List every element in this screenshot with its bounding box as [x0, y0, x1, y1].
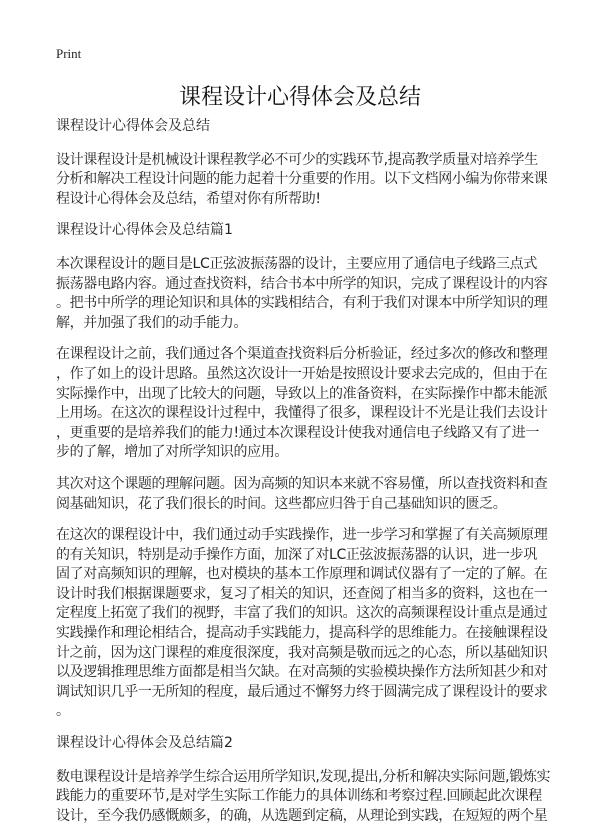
text-line: 振荡器电路内容。通过查找资料，结合书本中所学的知识，完成了课程设计的内容 [56, 275, 548, 292]
document-body [56, 117, 566, 838]
text-line: 阅基础知识，花了我们很长的时间。这些都应归咎于自己基础知识的匮乏。 [56, 495, 507, 512]
text-line: 在课程设计之前，我们通过各个渠道查找资料后分析验证，经过多次的修改和整理 [56, 346, 548, 363]
text-line: 解，并加强了我们的动手能力。 [56, 314, 248, 331]
text-line: 分析和解决工程设计问题的能力起着十分重要的作用。以下文档网小编为你带来课 [56, 171, 548, 188]
text-line: 实际操作中，出现了比较大的问题，导致以上的准备资料，在实际操作中都未能派 [56, 385, 548, 402]
text-line: 调试知识几乎一无所知的程度，最后通过不懈努力终于圆满完成了课程设计的要求 [56, 683, 548, 700]
text-line: 上用场。在这次的课程设计过程中，我懂得了很多，课程设计不光是让我们去设计 [56, 405, 548, 422]
document-subtitle: 课程设计心得体会及总结 [56, 118, 210, 134]
text-line: 固了对高频知识的理解，也对模块的基本工作原理和调试仪器有了一定的了解。在 [56, 566, 548, 583]
text-line: 。把书中所学的理论知识和具体的实践相结合，有利于我们对课本中所学知识的理 [56, 295, 548, 312]
section-heading-2: 课程设计心得体会及总结篇2 [56, 735, 233, 752]
paragraph [56, 475, 566, 514]
paragraph [56, 255, 566, 333]
text-line: 设计，至今我仍感慨颇多，的确，从选题到定稿，从理论到实践，在短短的两个星 [56, 807, 548, 824]
section-heading-1: 课程设计心得体会及总结篇1 [56, 222, 233, 239]
text-line: 定程度上拓宽了我们的视野，丰富了我们的知识。这次的高频课程设计重点是通过 [56, 605, 548, 622]
document-title: 课程设计心得体会及总结 [178, 85, 421, 110]
section-2-body [56, 768, 566, 827]
text-line: 程设计心得体会及总结，希望对你有所帮助! [56, 190, 321, 207]
text-line: 。 [56, 703, 70, 720]
text-line: 在这次的课程设计中，我们通过动手实践操作，进一步学习和掌握了有关高频原理 [56, 527, 548, 544]
paragraph [56, 345, 566, 463]
text-line: 实践操作和理论相结合，提高动手实践能力，提高科学的思维能力。在接触课程设 [56, 625, 548, 642]
text-line: 设计课程设计是机械设计课程教学必不可少的实践环节,提高教学质量对培养学生 [56, 151, 538, 168]
text-line: 本次课程设计的题目是LC正弦波振荡器的设计，主要应用了通信电子线路三点式 [56, 255, 537, 272]
intro-paragraph [56, 151, 566, 210]
text-line: 践能力的重要环节,是对学生实际工作能力的具体训练和考察过程.回顾起此次课程 [56, 788, 542, 805]
text-line: 以及逻辑推理思维方面都是相当欠缺。在对高频的实验模块操作方法所知甚少和对 [56, 664, 548, 681]
paragraph [56, 768, 566, 827]
text-line: 设计时我们根据课题要求，复习了相关的知识，还查阅了相当多的资料，这也在一 [56, 585, 548, 602]
section-1-body [56, 255, 566, 722]
text-line: 的有关知识，特别是动手操作方面，加深了对LC正弦波振荡器的认识，进一步巩 [56, 546, 537, 563]
print-link[interactable]: Print [56, 46, 82, 61]
text-line: 其次对这个课题的理解问题。因为高频的知识本来就不容易懂，所以查找资料和查 [56, 475, 548, 492]
text-line: 计之前，因为这门课程的难度很深度，我对高频是敬而远之的心态，所以基础知识 [56, 644, 548, 661]
text-line: ，更重要的是培养我们的能力!通过本次课程设计使我对通信电子线路又有了进一 [56, 424, 540, 441]
text-line: ，作了如上的设计思路。虽然这次设计一开始是按照设计要求去完成的，但由于在 [56, 365, 548, 382]
paragraph [56, 526, 566, 722]
text-line: 数电课程设计是培养学生综合运用所学知识,发现,提出,分析和解决实际问题,锻炼实 [56, 768, 551, 785]
text-line: 步的了解，增加了对所学知识的应用。 [56, 444, 289, 461]
